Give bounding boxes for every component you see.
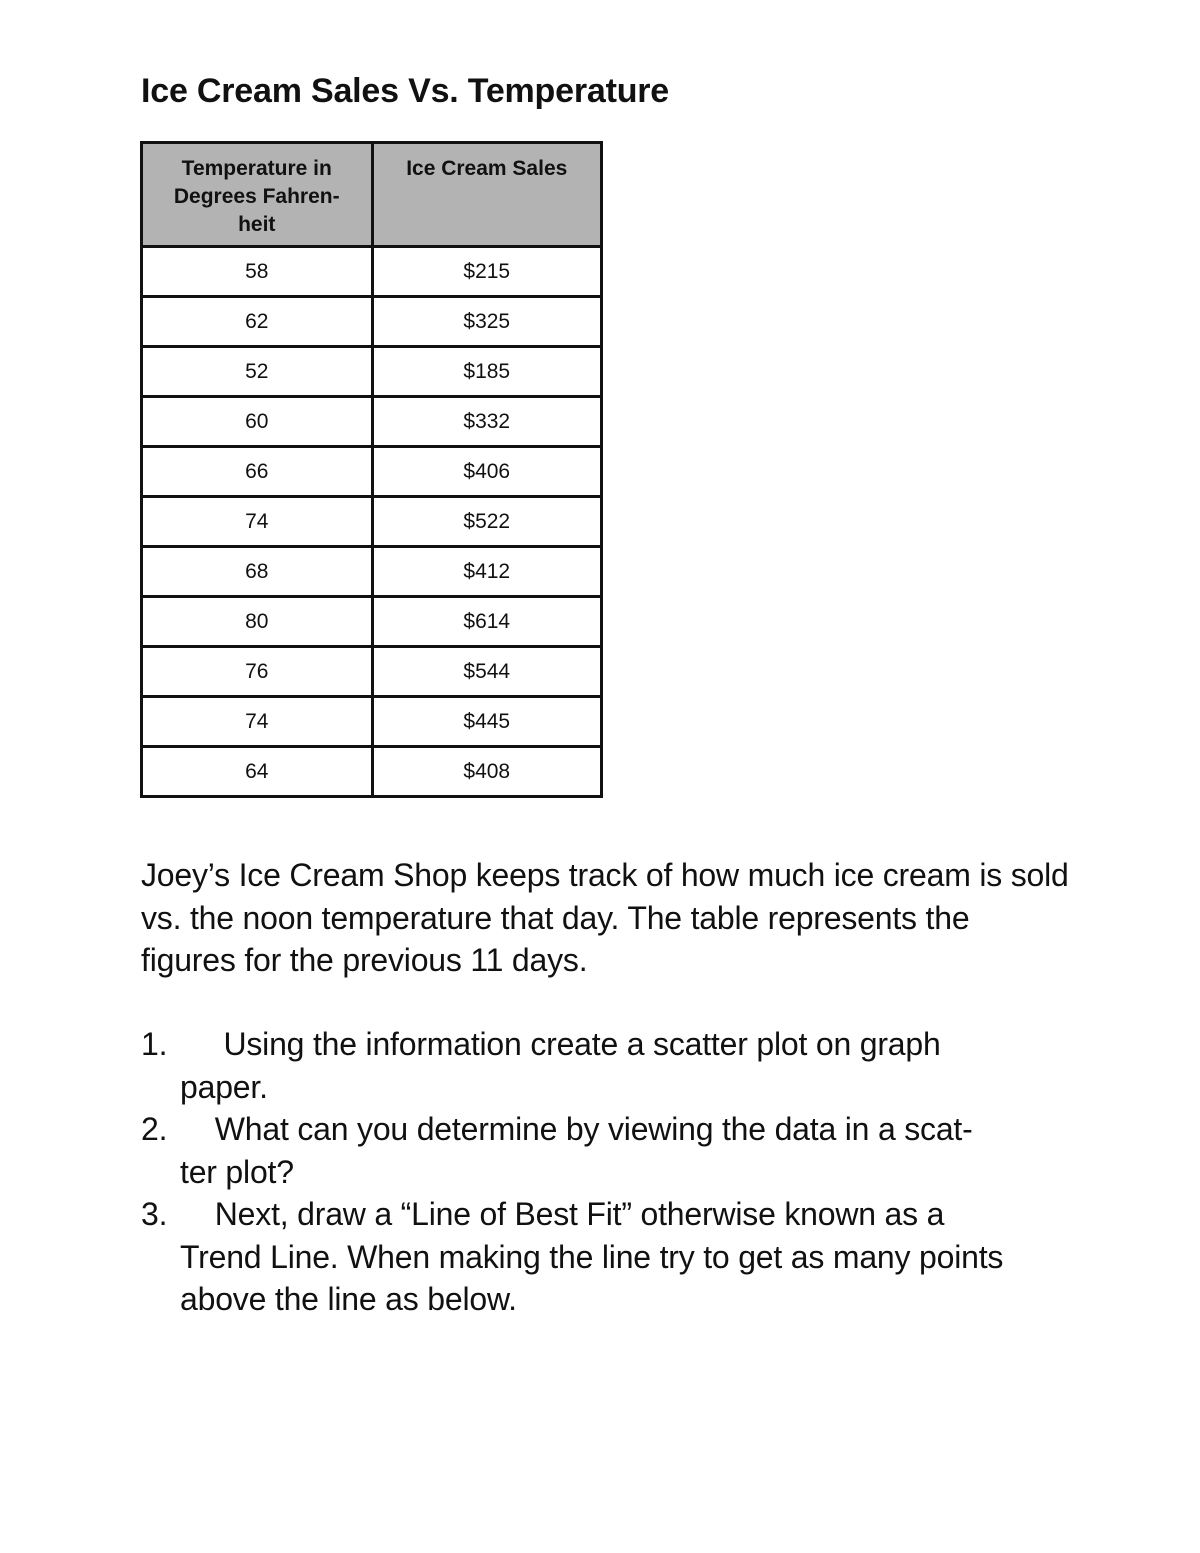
column-header-temperature: [142, 143, 373, 247]
question-first-line: Using the information create a scatter plot on graph: [180, 1026, 941, 1062]
sales-cell: $215: [372, 247, 602, 297]
temperature-cell: 76: [142, 647, 373, 697]
table-row: [142, 247, 602, 297]
column-header-sales-label: Ice Cream Sales: [406, 157, 568, 180]
table-row: [142, 597, 602, 647]
sales-cell: $544: [372, 647, 602, 697]
temperature-cell: 58: [142, 247, 373, 297]
question-continuation: paper.: [180, 1068, 268, 1105]
question-first-line: Next, draw a “Line of Best Fit” otherwise known as a: [180, 1196, 945, 1232]
temperature-cell: 74: [142, 697, 373, 747]
sales-cell: $522: [372, 497, 602, 547]
question-continuation: ter plot?: [180, 1153, 294, 1190]
question-list: [141, 1023, 1071, 1321]
question-continuation: Trend Line. When making the line try to get as many points above the line as below.: [180, 1238, 1004, 1317]
table-row: [142, 297, 602, 347]
table-row: [142, 397, 602, 447]
temperature-cell: 68: [142, 547, 373, 597]
table-row: [142, 747, 602, 797]
question-item: [141, 1193, 1071, 1321]
table-row: [142, 547, 602, 597]
temperature-cell: 52: [142, 347, 373, 397]
table-row: [142, 347, 602, 397]
sales-cell: $185: [372, 347, 602, 397]
sales-cell: $614: [372, 597, 602, 647]
question-number: 2.: [141, 1111, 168, 1147]
table-row: [142, 697, 602, 747]
sales-cell: $332: [372, 397, 602, 447]
column-header-temperature-label: Temperature in Degrees Fahren-heit: [173, 157, 340, 236]
sales-cell: $408: [372, 747, 602, 797]
table-row: [142, 447, 602, 497]
temperature-cell: 66: [142, 447, 373, 497]
page-title: Ice Cream Sales Vs. Temperature: [141, 72, 670, 110]
question-number: 1.: [141, 1026, 168, 1062]
data-table: [140, 141, 603, 798]
temperature-cell: 80: [142, 597, 373, 647]
temperature-cell: 64: [142, 747, 373, 797]
column-header-sales: [372, 143, 602, 247]
sales-cell: $406: [372, 447, 602, 497]
sales-cell: $412: [372, 547, 602, 597]
table-body: [142, 247, 602, 797]
question-item: [141, 1023, 1071, 1108]
sales-cell: $445: [372, 697, 602, 747]
temperature-cell: 74: [142, 497, 373, 547]
table-row: [142, 647, 602, 697]
table-header-row: [142, 143, 602, 247]
temperature-cell: 60: [142, 397, 373, 447]
question-item: [141, 1108, 1071, 1193]
question-number: 3.: [141, 1196, 168, 1232]
question-first-line: What can you determine by viewing the data in a scat-: [180, 1111, 973, 1147]
temperature-cell: 62: [142, 297, 373, 347]
sales-cell: $325: [372, 297, 602, 347]
intro-paragraph: Joey’s Ice Cream Shop keeps track of how much ice cream is sold vs. the noon temperature that day. The table represents the figures for the previous 11 days.: [141, 857, 1069, 978]
table-row: [142, 497, 602, 547]
